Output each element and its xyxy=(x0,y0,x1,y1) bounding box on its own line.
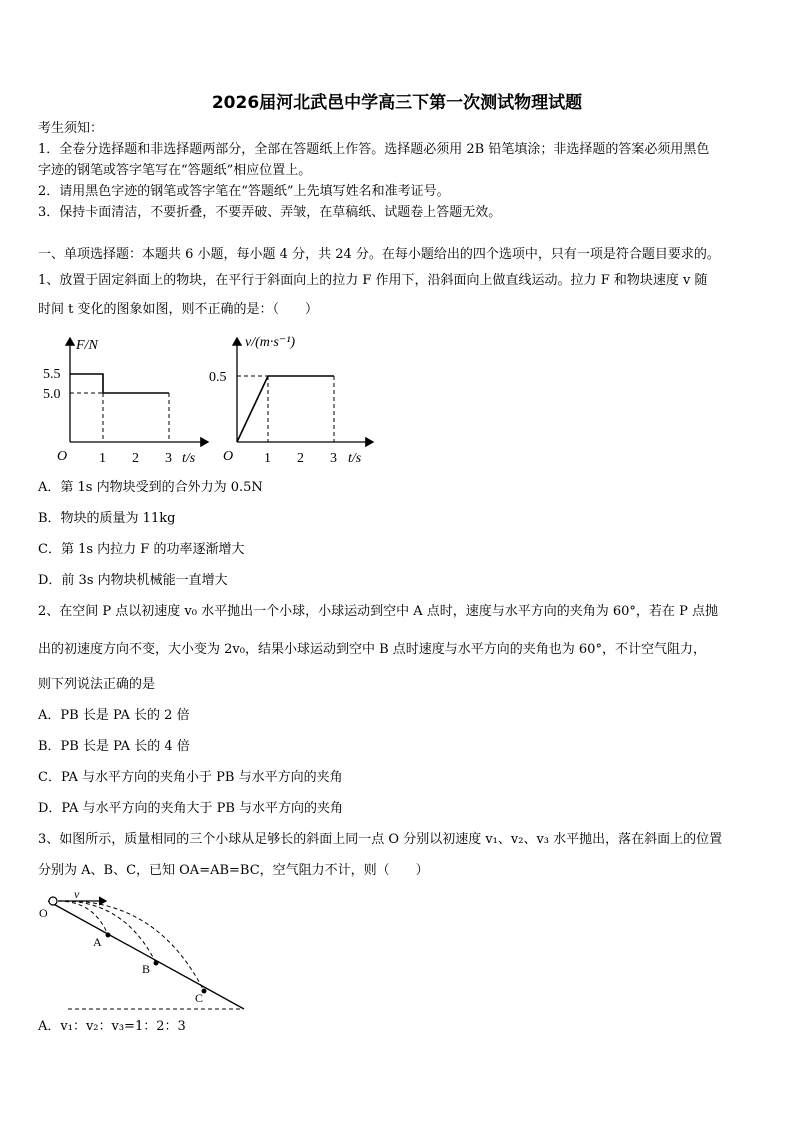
q1-option-b: B．物块的质量为 11kg xyxy=(38,511,176,526)
force-line xyxy=(70,374,169,393)
v-origin: O xyxy=(223,449,234,464)
trajectory-c xyxy=(58,901,204,991)
page-title: 2026届河北武邑中学高三下第一次测试物理试题 xyxy=(211,93,583,113)
q1-option-d: D．前 3s 内物块机械能一直增大 xyxy=(38,573,228,588)
f-xtick-3: 3 xyxy=(165,451,172,466)
incline-projectile-figure xyxy=(36,885,256,1015)
notice-line-1: 1．全卷分选择题和非选择题两部分，全部在答题纸上作答。选择题必须用 2B 铅笔填涂；非选择题的答案必须用黑色 xyxy=(38,142,710,157)
notice-line-3: 2．请用黑色字迹的钢笔或答字笔在“答题纸”上先填写姓名和准考证号。 xyxy=(38,184,450,199)
notice-line-2: 字迹的钢笔或答字笔写在“答题纸”相应位置上。 xyxy=(38,163,312,178)
v-xtick-3: 3 xyxy=(330,451,337,466)
point-a xyxy=(106,933,111,938)
v-ytick-05: 0.5 xyxy=(209,370,227,385)
q2-option-d: D．PA 与水平方向的夹角大于 PB 与水平方向的夹角 xyxy=(38,801,344,816)
o-label: O xyxy=(39,906,48,920)
velocity-line xyxy=(237,376,334,442)
incline-line xyxy=(48,901,244,1009)
v-xlabel: t/s xyxy=(348,451,362,466)
v-ylabel: v/(m·s⁻¹) xyxy=(245,335,296,350)
v-xtick-2: 2 xyxy=(297,451,304,466)
f-xlabel: t/s xyxy=(182,451,196,466)
b-label: B xyxy=(142,962,151,976)
q3-option-a: A．v₁：v₂：v₃=1：2：3 xyxy=(38,1019,186,1034)
c-label: C xyxy=(195,991,204,1005)
q1-option-a: A．第 1s 内物块受到的合外力为 0.5N xyxy=(38,480,263,495)
force-time-graph xyxy=(40,328,215,468)
q2-stem-line-3: 则下列说法正确的是 xyxy=(38,677,156,692)
q2-option-c: C．PA 与水平方向的夹角小于 PB 与水平方向的夹角 xyxy=(38,770,343,785)
f-ylabel: F/N xyxy=(76,338,98,353)
q1-stem-line-1: 1、放置于固定斜面上的物块，在平行于斜面向上的拉力 F 作用下，沿斜面向上做直线运动。拉力 F 和物块速度 v 随 xyxy=(38,273,708,288)
f-ytick-50: 5.0 xyxy=(43,387,61,402)
point-b xyxy=(154,961,159,966)
q3-stem-line-2: 分别为 A、B、C，已知 OA=AB=BC，空气阻力不计，则（ ） xyxy=(38,863,429,878)
v-xtick-1: 1 xyxy=(264,451,271,466)
section-heading: 一、单项选择题：本题共 6 小题，每小题 4 分，共 24 分。在每小题给出的四个选项中，只有一项是符合题目要求的。 xyxy=(38,247,720,262)
trajectory-b xyxy=(58,901,156,963)
a-label: A xyxy=(93,935,102,949)
notice-heading: 考生须知： xyxy=(38,121,104,136)
q2-stem-line-1: 2、在空间 P 点以初速度 v₀ 水平抛出一个小球，小球运动到空中 A 点时，速度与水平方向的夹角为 60°，若在 P 点抛 xyxy=(38,604,718,619)
v-label: v xyxy=(74,887,80,901)
q2-stem-line-2: 出的初速度方向不变，大小变为 2v₀，结果小球运动到空中 B 点时速度与水平方向的夹角也为 60°，不计空气阻力， xyxy=(38,642,706,657)
f-ytick-55: 5.5 xyxy=(43,367,61,382)
velocity-time-graph xyxy=(205,328,380,468)
ball xyxy=(49,897,57,905)
notice-line-4: 3．保持卡面清洁，不要折叠，不要弄破、弄皱，在草稿纸、试题卷上答题无效。 xyxy=(38,205,502,220)
f-xtick-2: 2 xyxy=(132,451,139,466)
q1-stem-line-2: 时间 t 变化的图象如图，则不正确的是：（ ） xyxy=(38,302,318,317)
q3-stem-line-1: 3、如图所示，质量相同的三个小球从足够长的斜面上同一点 O 分别以初速度 v₁、v₂、v₃ 水平抛出，落在斜面上的位置 xyxy=(38,832,723,847)
f-origin: O xyxy=(57,449,68,464)
f-xtick-1: 1 xyxy=(99,451,106,466)
q2-option-b: B．PB 长是 PA 长的 4 倍 xyxy=(38,739,190,754)
q1-option-c: C．第 1s 内拉力 F 的功率逐渐增大 xyxy=(38,542,245,557)
q2-option-a: A．PB 长是 PA 长的 2 倍 xyxy=(38,708,190,723)
